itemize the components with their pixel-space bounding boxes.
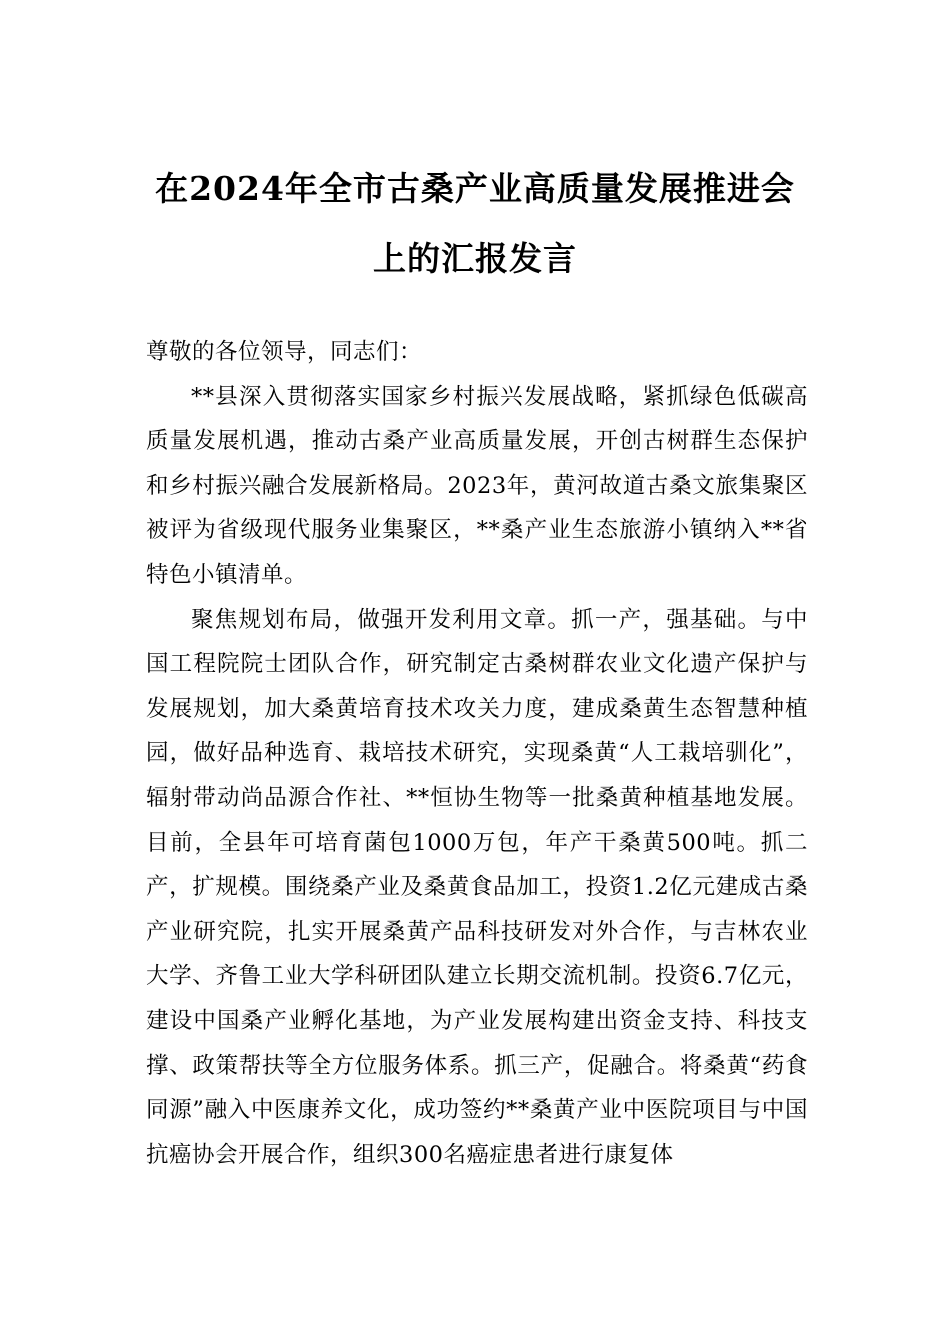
paragraph-planning: 聚焦规划布局，做强开发利用文章。抓一产，强基础。与中国工程院院士团队合作，研究制定古桑树群农业文化遗产保护与发展规划，加大桑黄培育技术攻关力度，建成桑黄生态智慧种植园，做好品种选育、栽培技术研究，实现桑黄“人工栽培驯化”，辐射带动尚品源合作社、**恒协生物等一批桑黄种植基地发展。目前，全县年可培育菌包1000万包，年产干桑黄500吨。抓二产，扩规模。围绕桑产业及桑黄食品加工，投资1.2亿元建成古桑产业研究院，扎实开展桑黄产品科技研发对外合作，与吉林农业大学、齐鲁工业大学科研团队建立长期交流机制。投资6.7亿元，建设中国桑产业孵化基地，为产业发展构建出资金支持、科技支撑、政策帮扶等全方位服务体系。抓三产，促融合。将桑黄“药食同源”融入中医康养文化，成功签约**桑黄产业中医院项目与中国抗癌协会开展合作，组织300名癌症患者进行康复体: [146, 606, 808, 1168]
document-body: [146, 330, 808, 1177]
title-line-2: 上的汇报发言: [373, 239, 577, 278]
document-title: [120, 154, 830, 294]
paragraph-intro: **县深入贯彻落实国家乡村振兴发展战略，紧抓绿色低碳高质量发展机遇，推动古桑产业高质量发展，开创古树群生态保护和乡村振兴融合发展新格局。2023年，黄河故道古桑文旅集聚区被评为省级现代服务业集聚区，**桑产业生态旅游小镇纳入**省特色小镇清单。: [146, 383, 808, 588]
salutation: 尊敬的各位领导，同志们：: [146, 339, 423, 365]
title-line-1: 在2024年全市古桑产业高质量发展推进会: [155, 169, 795, 208]
